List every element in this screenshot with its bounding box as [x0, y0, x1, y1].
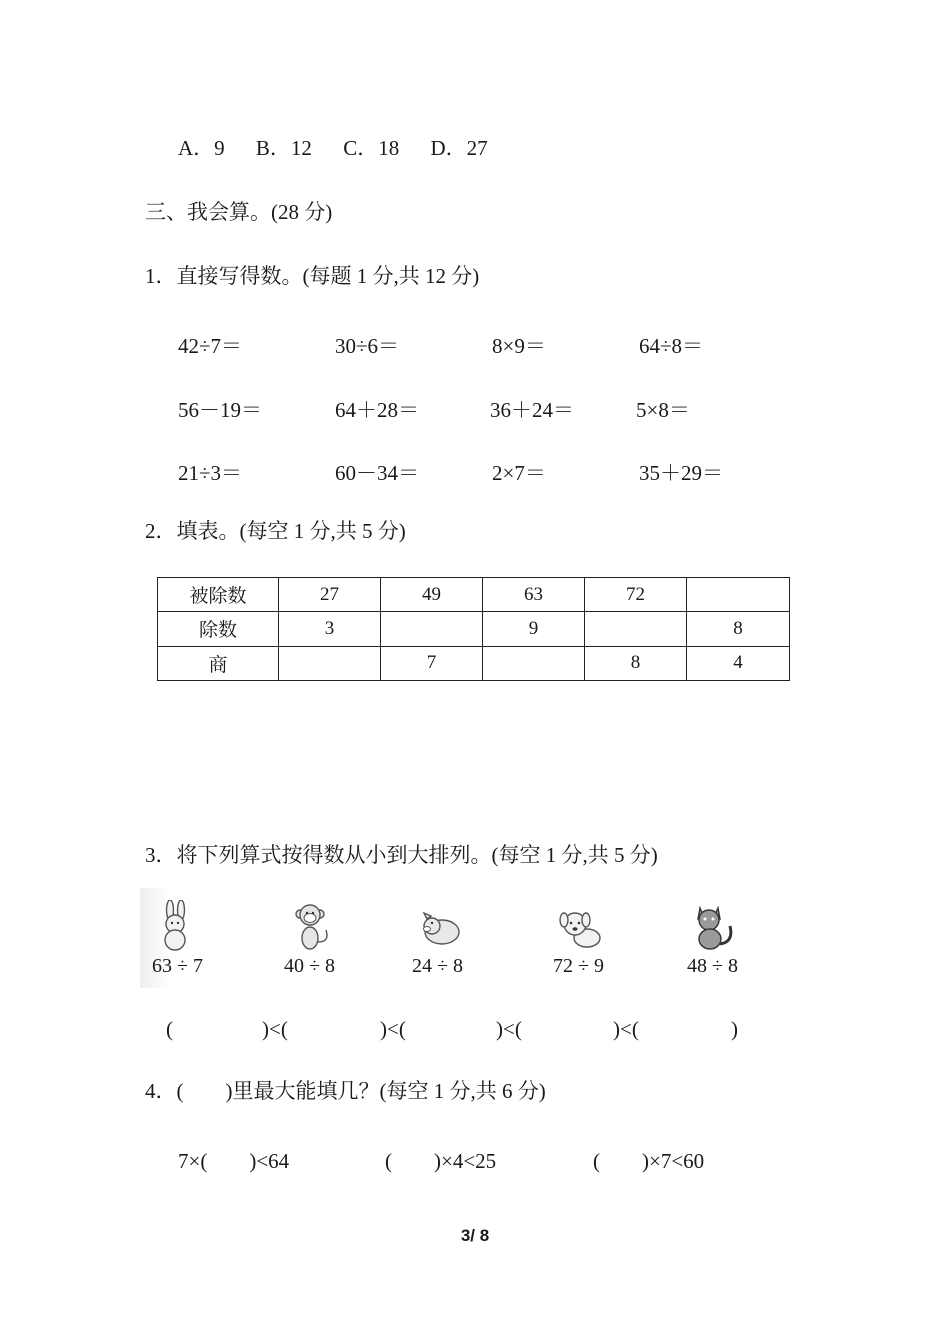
table-cell: 商	[158, 646, 279, 680]
question-3-heading: 3．将下列算式按得数从小到大排列。(每空 1 分,共 5 分)	[145, 843, 658, 867]
calc-item: 36＋24＝	[490, 398, 574, 422]
inequality-item[interactable]: 7×( )<64	[178, 1149, 290, 1173]
calc-item: 2×7＝	[492, 461, 546, 485]
calc-item: 8×9＝	[492, 334, 546, 358]
inequality-item[interactable]: ( )×7<60	[593, 1149, 705, 1173]
question-1-heading: 1．直接写得数。(每题 1 分,共 12 分)	[145, 264, 480, 288]
table-cell: 除数	[158, 612, 279, 646]
division-expression: 24 ÷ 8	[412, 955, 463, 977]
division-expression: 72 ÷ 9	[553, 955, 604, 977]
pig-icon	[416, 900, 466, 952]
calc-item: 60－34＝	[335, 461, 419, 485]
division-expression: 40 ÷ 8	[284, 955, 335, 977]
calc-item: 64÷8＝	[639, 334, 704, 358]
calc-item: 35＋29＝	[639, 461, 723, 485]
table-blank-cell[interactable]	[381, 612, 483, 646]
table-cell: 27	[279, 578, 381, 612]
answer-choices	[178, 138, 514, 159]
table-blank-cell[interactable]	[687, 578, 790, 612]
table-cell: 49	[381, 578, 483, 612]
choice-d[interactable]: D．27	[430, 136, 488, 160]
cat-icon	[688, 900, 738, 952]
table-blank-cell[interactable]	[483, 646, 585, 680]
calc-item: 56－19＝	[178, 398, 262, 422]
question-4-heading: 4．( )里最大能填几？(每空 1 分,共 6 分)	[145, 1079, 546, 1103]
order-blank-close[interactable]: )	[731, 1017, 738, 1041]
section-heading: 三、我会算。(28 分)	[145, 200, 333, 224]
monkey-icon	[285, 900, 335, 952]
order-blank-separator[interactable]: )<(	[496, 1017, 522, 1041]
division-table	[157, 577, 790, 681]
division-expression: 63 ÷ 7	[152, 955, 203, 977]
calc-item: 30÷6＝	[335, 334, 400, 358]
table-cell: 9	[483, 612, 585, 646]
calc-item: 64＋28＝	[335, 398, 419, 422]
order-blank-separator[interactable]: )<(	[613, 1017, 639, 1041]
order-blank-separator[interactable]: )<(	[262, 1017, 288, 1041]
question-2-heading: 2．填表。(每空 1 分,共 5 分)	[145, 519, 406, 543]
order-blank-open[interactable]: (	[166, 1017, 173, 1041]
table-cell: 72	[585, 578, 687, 612]
dog-icon	[555, 900, 605, 952]
table-cell: 7	[381, 646, 483, 680]
page-number: 3/ 8	[460, 1226, 490, 1245]
table-cell: 8	[687, 612, 790, 646]
table-cell: 8	[585, 646, 687, 680]
table-row	[158, 612, 790, 646]
table-row	[158, 646, 790, 680]
table-cell: 63	[483, 578, 585, 612]
table-row	[158, 578, 790, 612]
choice-a[interactable]: A．9	[178, 136, 225, 160]
division-expression: 48 ÷ 8	[687, 955, 738, 977]
table-cell: 3	[279, 612, 381, 646]
calc-item: 42÷7＝	[178, 334, 243, 358]
inequality-item[interactable]: ( )×4<25	[385, 1149, 497, 1173]
calc-item: 5×8＝	[636, 398, 690, 422]
choice-b[interactable]: B．12	[255, 136, 312, 160]
table-blank-cell[interactable]	[585, 612, 687, 646]
table-blank-cell[interactable]	[279, 646, 381, 680]
order-blank-separator[interactable]: )<(	[380, 1017, 406, 1041]
calc-item: 21÷3＝	[178, 461, 243, 485]
rabbit-icon	[150, 900, 200, 952]
table-cell: 4	[687, 646, 790, 680]
choice-c[interactable]: C．18	[343, 136, 400, 160]
table-cell: 被除数	[158, 578, 279, 612]
